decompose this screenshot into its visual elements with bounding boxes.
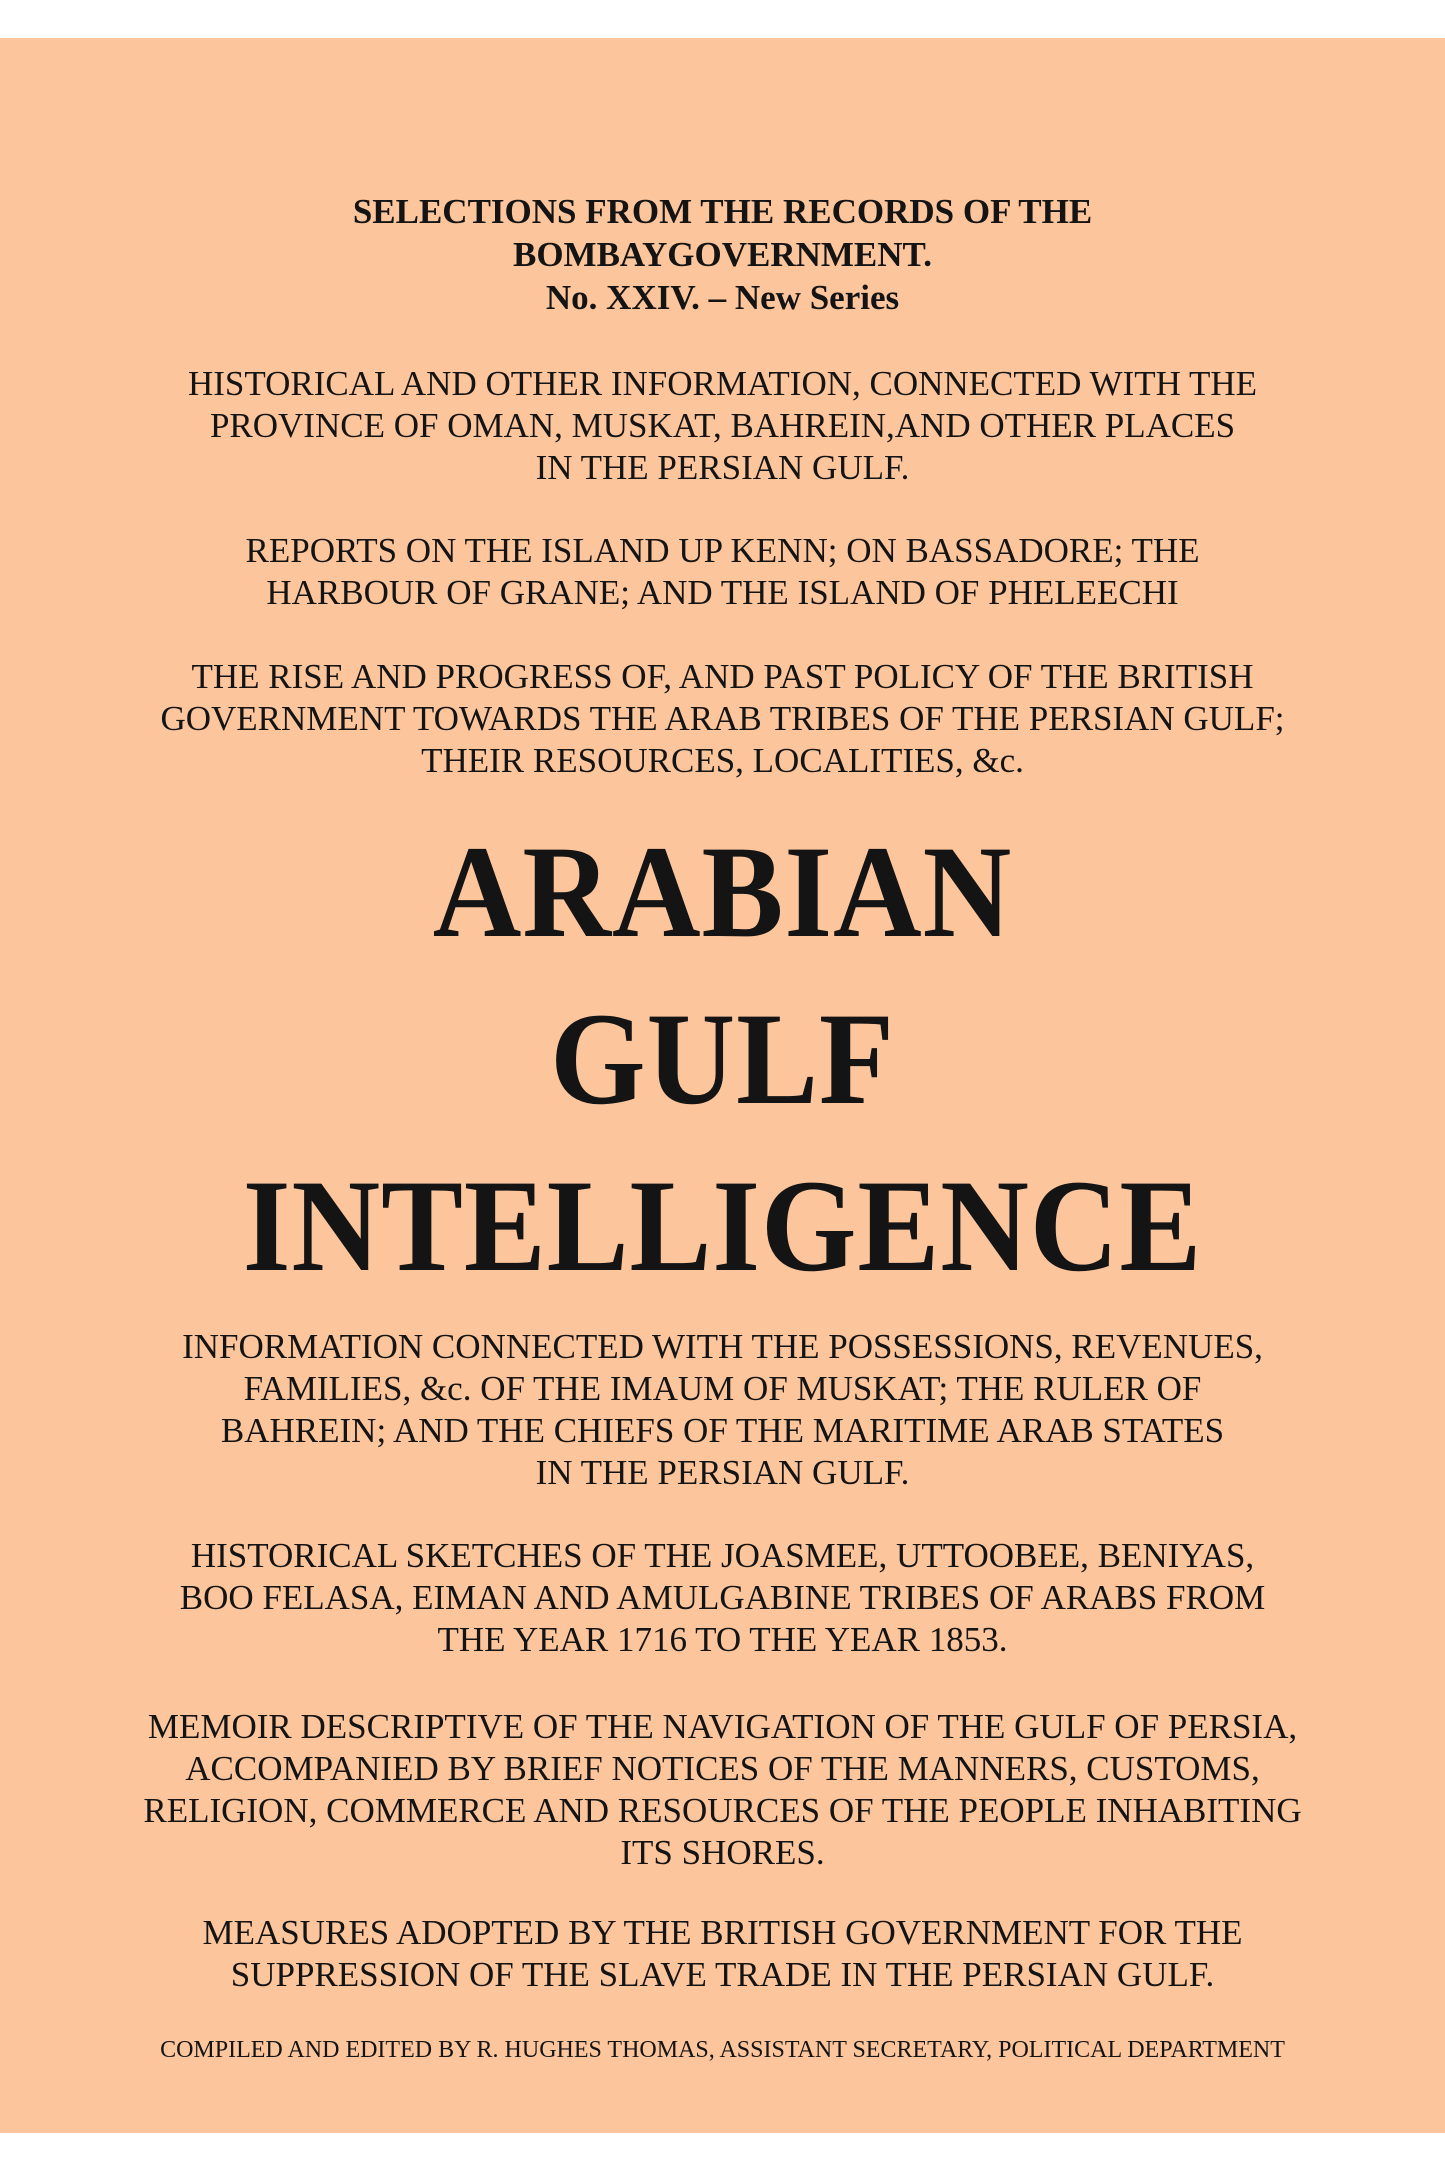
section-line: MEMOIR DESCRIPTIVE OF THE NAVIGATION OF THE GULF OF PERSIA, — [147, 1707, 1298, 1746]
section-line: INFORMATION CONNECTED WITH THE POSSESSIONS, REVENUES, — [182, 1327, 1263, 1366]
series-header — [0, 190, 1445, 319]
section-possessions — [0, 1326, 1445, 1494]
section-historical-sketches — [0, 1535, 1445, 1661]
book-cover — [0, 38, 1445, 2133]
section-british-policy — [0, 656, 1445, 782]
title-line: GULF — [550, 985, 895, 1132]
section-line: IN THE PERSIAN GULF. — [535, 1453, 910, 1492]
section-line: THEIR RESOURCES, LOCALITIES, &c. — [421, 741, 1024, 780]
title-line: INTELLIGENCE — [242, 1152, 1203, 1299]
section-line: THE YEAR 1716 TO THE YEAR 1853. — [437, 1620, 1008, 1659]
section-line: GOVERNMENT TOWARDS THE ARAB TRIBES OF THE PERSIAN GULF; — [160, 699, 1285, 738]
section-oman-info — [0, 363, 1445, 489]
section-slave-trade — [0, 1912, 1445, 1996]
section-line: HISTORICAL AND OTHER INFORMATION, CONNECTED WITH THE — [187, 364, 1258, 403]
section-line: BAHREIN; AND THE CHIEFS OF THE MARITIME ARAB STATES — [220, 1411, 1225, 1450]
header-line: SELECTIONS FROM THE RECORDS OF THE — [352, 192, 1093, 231]
section-line: ACCOMPANIED BY BRIEF NOTICES OF THE MANNERS, CUSTOMS, — [185, 1749, 1260, 1788]
section-line: THE RISE AND PROGRESS OF, AND PAST POLICY OF THE BRITISH — [191, 657, 1254, 696]
header-line: BOMBAYGOVERNMENT. — [512, 235, 933, 274]
section-line: BOO FELASA, EIMAN AND AMULGABINE TRIBES OF ARABS FROM — [179, 1578, 1266, 1617]
section-line: ITS SHORES. — [620, 1833, 825, 1872]
section-line: MEASURES ADOPTED BY THE BRITISH GOVERNMENT FOR THE — [202, 1913, 1243, 1952]
title-line: ARABIAN — [432, 818, 1013, 965]
section-island-reports — [0, 530, 1445, 614]
section-line: REPORTS ON THE ISLAND UP KENN; ON BASSADORE; THE — [245, 531, 1200, 570]
section-line: PROVINCE OF OMAN, MUSKAT, BAHREIN,AND OTHER PLACES — [209, 406, 1236, 445]
section-line: HISTORICAL SKETCHES OF THE JOASMEE, UTTOOBEE, BENIYAS, — [190, 1536, 1255, 1575]
book-title — [51, 808, 1395, 1309]
section-line: IN THE PERSIAN GULF. — [535, 448, 910, 487]
section-line: HARBOUR OF GRANE; AND THE ISLAND OF PHELEECHI — [266, 573, 1179, 612]
section-line: RELIGION, COMMERCE AND RESOURCES OF THE PEOPLE INHABITING — [143, 1791, 1302, 1830]
section-line: FAMILIES, &c. OF THE IMAUM OF MUSKAT; THE RULER OF — [243, 1369, 1202, 1408]
compiler-credit: COMPILED AND EDITED BY R. HUGHES THOMAS, ASSISTANT SECRETARY, POLITICAL DEPARTMENT — [160, 2037, 1285, 2063]
section-navigation-memoir — [0, 1706, 1445, 1874]
header-line: No. XXIV. – New Series — [545, 278, 900, 317]
section-line: SUPPRESSION OF THE SLAVE TRADE IN THE PERSIAN GULF. — [230, 1955, 1215, 1994]
